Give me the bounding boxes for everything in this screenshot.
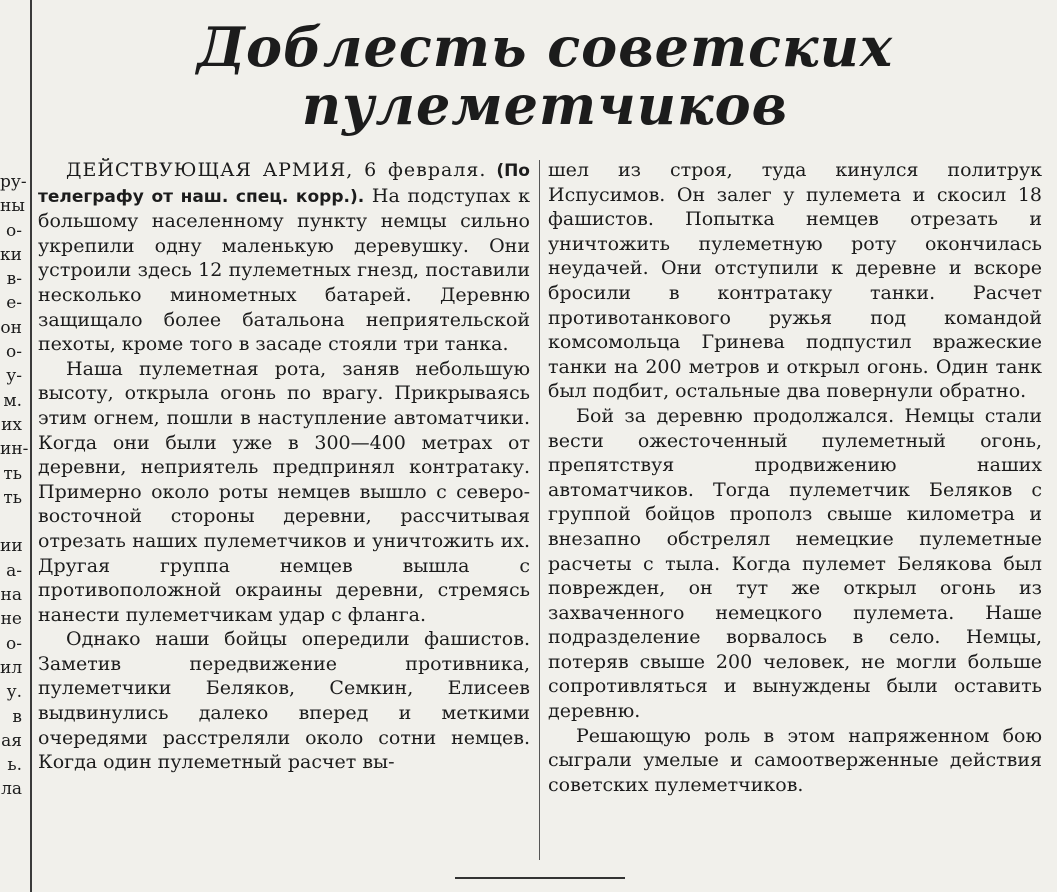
fragment-line: не <box>0 609 22 630</box>
fragment-line: ая <box>1 730 22 751</box>
dateline: ДЕЙСТВУЮЩАЯ АРМИЯ, 6 февраля. <box>66 159 487 181</box>
fragment-line: в- <box>6 269 22 290</box>
fragment-line: ки <box>0 244 22 265</box>
column-rule-left <box>30 0 32 892</box>
article-paragraph: Наша пулеметная рота, заняв небольшую высоту, открыла огонь по врагу. Прикрываясь этим огнем, пошли в наступление автоматчики. Когда они были уже в 300—400 метрах от деревни, неприятель предпринял контратаку. Примерно около роты немцев вышло с северо-восточной стороны деревни, рассчитывая отрезать наших пулеметчиков и уничтожить их. Другая группа немцев вышла с противоположной окраины деревни, стремясь нанести пулеметчикам удар с фланга. <box>38 357 530 626</box>
article-column-2 <box>548 158 1042 797</box>
paragraph-text: На подступах к большому населенному пункту немцы сильно укрепили одну маленькую деревушку. Они устроили здесь 12 пулеметных гнезд, поставили несколько минометных батарей. Деревню защищало более батальона неприятельской пехоты, кроме того в засаде стояли три танка. <box>38 184 530 356</box>
fragment-line: ть <box>3 487 22 508</box>
fragment-line: ла <box>1 779 22 800</box>
fragment-line: у. <box>6 682 22 703</box>
fragment-line: их <box>1 414 22 435</box>
headline-line-2: пулеметчиков <box>301 73 789 137</box>
article-paragraph: Однако наши бойцы опередили фашистов. Заметив передвижение противника, пулеметчики Беляков, Семкин, Елисеев выдвинулись далеко вперед и меткими очередями расстреляли около сотни немцев. Когда один пулеметный расчет вы- <box>38 628 530 774</box>
fragment-line: е- <box>6 293 22 314</box>
fragment-line: ь. <box>7 755 22 776</box>
article-paragraph: шел из строя, туда кинулся политрук Испусимов. Он залег у пулемета и скосил 18 фашистов. Попытка немцев отрезать и уничтожить пулеметную роту окончилась неудачей. Они отступили к деревне и вскоре бросили в контратаку танки. Расчет противотанкового ружья под командой комсомольца Гринева подпустил вражеские танки на 200 метров и открыл огонь. Один танк был подбит, остальные два повернули обратно. <box>548 159 1042 403</box>
fragment-line: ть <box>3 463 22 484</box>
article-paragraph: Бой за деревню продолжался. Немцы стали вести ожесточенный пулеметный огонь, препятствуя продвижению наших автоматчиков. Тогда пулеметчик Беляков с группой бойцов прополз свыше километра и внезапно обстрелял немецкие пулеметные расчеты с тыла. Когда пулемет Белякова был поврежден, он тут же открыл огонь из захваченного немецкого пулемета. Наше подразделение ворвалось в село. Немцы, потеряв свыше 200 человек, не могли больше сопротивляться и вынуждены были оставить деревню. <box>548 404 1042 723</box>
previous-article-fragment-column <box>0 170 29 802</box>
fragment-line: о- <box>6 220 22 241</box>
fragment-line: он <box>0 317 22 338</box>
article-paragraph <box>38 158 530 357</box>
article-paragraph: Решающую роль в этом напряженном бою сыграли умелые и самоотверженные действия советских пулеметчиков. <box>548 724 1042 796</box>
fragment-line: ру- <box>0 172 27 192</box>
column-rule-middle <box>539 160 540 860</box>
fragment-line: ил <box>0 657 23 678</box>
fragment-line: ии <box>0 536 23 557</box>
article-column-1 <box>38 158 530 775</box>
article-headline <box>40 15 1050 137</box>
article-end-rule <box>455 877 625 879</box>
fragment-line: в <box>12 706 22 727</box>
fragment-line: ин- <box>0 439 29 460</box>
fragment-line: на <box>0 585 22 606</box>
correspondent-credit: (По телеграфу от наш. спец. корр.). <box>38 161 530 207</box>
fragment-line: ны <box>0 196 25 217</box>
fragment-line: о- <box>6 342 22 363</box>
fragment-line <box>0 510 22 534</box>
fragment-line: о- <box>6 633 22 654</box>
fragment-line: м. <box>3 390 22 411</box>
fragment-line: а- <box>6 560 22 581</box>
fragment-line: у- <box>6 366 22 387</box>
headline-line-1: Доблесть советских <box>196 15 894 79</box>
